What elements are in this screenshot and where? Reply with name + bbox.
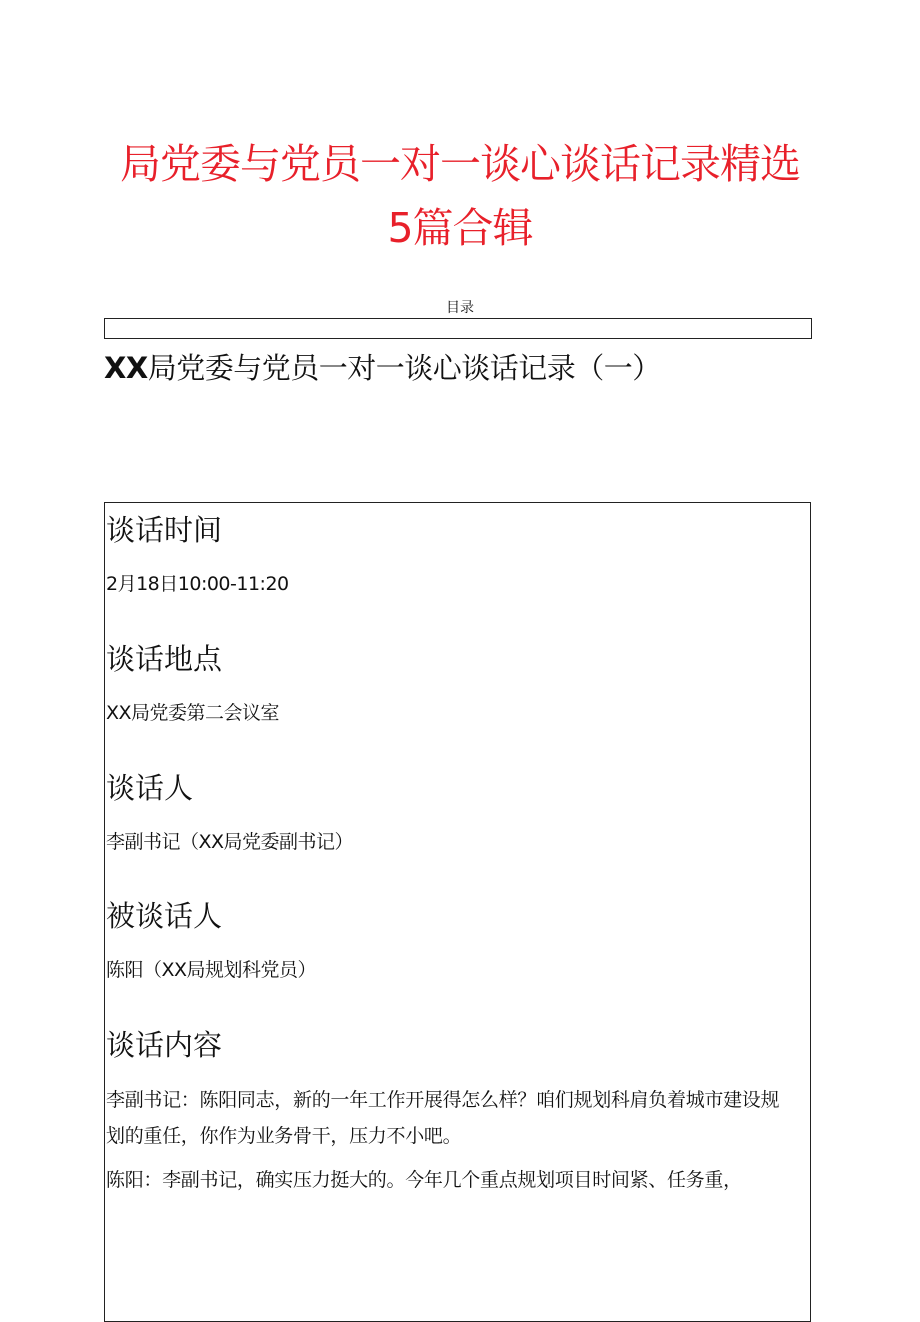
speaker-label: 谈话人	[106, 771, 194, 805]
place-label: 谈话地点	[106, 642, 223, 676]
interviewee-label: 被谈话人	[106, 899, 223, 933]
document-title-line-2: 5篇合辑	[387, 204, 533, 252]
section-title	[104, 346, 661, 390]
interviewee-value: 陈阳（XX局规划科党员）	[106, 959, 317, 981]
toc-label: 目录	[446, 300, 474, 316]
section-title-text: 局党委与党员一对一谈心谈话记录（一）	[147, 351, 661, 385]
toc-box	[104, 318, 812, 339]
time-label: 谈话时间	[106, 513, 223, 547]
content-label: 谈话内容	[106, 1028, 223, 1062]
section-title-prefix: XX	[104, 351, 148, 385]
speaker-value: 李副书记（XX局党委副书记）	[106, 831, 354, 853]
document-title-line-1: 局党委与党员一对一谈心谈话记录精选	[120, 140, 800, 188]
dialog-paragraph: 陈阳：李副书记，确实压力挺大的。今年几个重点规划项目时间紧、任务重，	[106, 1169, 742, 1191]
time-value: 2月18日10:00-11:20	[106, 573, 289, 595]
dialog-paragraph: 李副书记：陈阳同志，新的一年工作开展得怎么样？咱们规划科肩负着城市建设规划的重任，你作为业务骨干，压力不小吧。	[106, 1089, 780, 1147]
place-value: XX局党委第二会议室	[106, 702, 280, 724]
